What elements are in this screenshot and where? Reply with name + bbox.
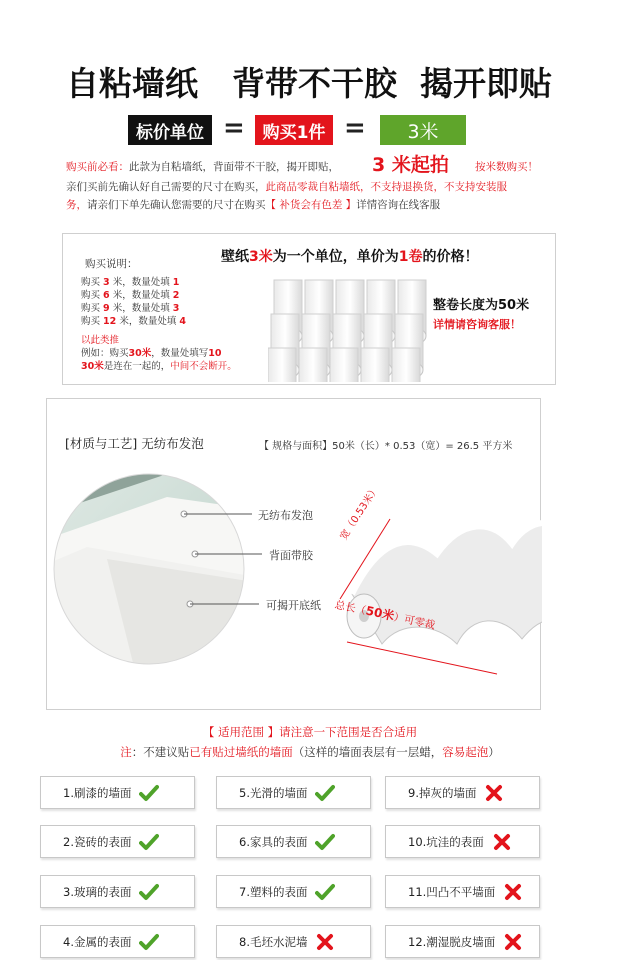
- material-layers-illustration: [47, 469, 542, 709]
- check-icon: [139, 932, 159, 952]
- material-box: [46, 398, 541, 710]
- surface-label: 9.掉灰的墙面: [408, 785, 477, 800]
- notice-no-return: 此商品零裁自粘墙纸，不支持退换货，不支持安装服: [265, 181, 507, 193]
- page-title: [0, 58, 620, 108]
- note-marker: 注: [120, 745, 132, 759]
- example-heading: 以此类推: [81, 335, 120, 346]
- buy-one-badge: 购买1件: [255, 115, 333, 145]
- surface-item: [385, 925, 540, 958]
- check-icon: [139, 882, 159, 902]
- purchase-instructions-box: [62, 233, 556, 385]
- surface-label: 8.毛坯水泥墙: [239, 934, 308, 949]
- purchase-heading: 购买说明：: [85, 258, 138, 270]
- scope-subtitle: 请注意一下范围是否合适用: [279, 725, 418, 739]
- cross-icon: [492, 832, 512, 852]
- wallpaper-roll-body: [299, 348, 327, 382]
- surface-label: 4.金属的表面: [63, 934, 132, 949]
- consult-service-text: 详情请咨询客服！: [433, 318, 521, 331]
- notice-line-3: [66, 196, 440, 214]
- surface-label: 3.玻璃的表面: [63, 884, 132, 899]
- notice-must-read: 购买前必看：: [66, 161, 129, 173]
- surface-label: 5.光滑的墙面: [239, 785, 308, 800]
- length-dimension-label: 总长（50米）可零裁: [333, 598, 437, 632]
- wallpaper-roll-body: [361, 348, 389, 382]
- cross-icon: [484, 783, 504, 803]
- surface-label: 10.坑洼的表面: [408, 834, 484, 849]
- surface-item: [40, 825, 195, 858]
- purchase-row: 购买 6 米，数量处填 2: [81, 290, 180, 301]
- notice-text: 请亲们下单先确认您需要的尺寸在购买: [87, 199, 266, 211]
- purchase-row: 购买 3 米，数量处填 1: [81, 277, 180, 288]
- check-icon: [139, 783, 159, 803]
- material-heading: [材质与工艺] 无纺布发泡: [65, 436, 204, 451]
- title-part-1: 自粘墙纸: [66, 64, 198, 103]
- scope-note: [0, 744, 620, 760]
- surface-label: 6.家具的表面: [239, 834, 308, 849]
- surface-label: 7.塑料的表面: [239, 884, 308, 899]
- surface-item: [216, 776, 371, 809]
- wallpaper-rolls-illustration: [268, 270, 436, 382]
- wallpaper-roll-body: [268, 348, 296, 382]
- notice-text: 此款为自粘墙纸，背面带不干胶，揭开即贴，: [129, 161, 339, 173]
- notice-text: 详情咨询在线客服: [356, 199, 441, 211]
- note-text: 已有贴过墙纸的墙面: [189, 745, 293, 759]
- note-text: ：不建议贴: [131, 745, 190, 759]
- unit-label-badge: 标价单位: [128, 115, 212, 145]
- layer-label-foam: 无纺布发泡: [258, 509, 313, 522]
- scope-title: 【 适用范围 】: [202, 725, 280, 739]
- notice-buy-by-meter: 按米数购买！: [475, 161, 538, 173]
- width-dimension-label: 宽（0.53米）: [338, 483, 382, 543]
- surface-item: [40, 776, 195, 809]
- check-icon: [139, 832, 159, 852]
- surface-label: 1.刷漆的墙面: [63, 785, 132, 800]
- wallpaper-roll-body: [392, 348, 420, 382]
- note-text: 容易起泡: [442, 745, 489, 759]
- example-line-1: 例如：购买30米，数量处填写10: [81, 348, 222, 359]
- check-icon: [315, 832, 335, 852]
- check-icon: [315, 783, 335, 803]
- example-line-2: 30米是连在一起的，中间不会断开。: [81, 361, 237, 372]
- surface-item: [40, 875, 195, 908]
- purchase-row: 购买 12 米，数量处填 4: [81, 316, 186, 327]
- surface-item: [216, 875, 371, 908]
- surface-label: 12.潮湿脱皮墙面: [408, 934, 496, 949]
- surface-item: [385, 776, 540, 809]
- title-part-3: 揭开即贴: [420, 64, 552, 103]
- roll-length-text: 整卷长度为50米: [433, 298, 530, 313]
- purchase-row: 购买 9 米，数量处填 3: [81, 303, 180, 314]
- spec-text: 【 规格与面积】50米（长）* 0.53（宽）= 26.5 平方米: [259, 441, 513, 452]
- surface-item: [385, 875, 540, 908]
- unit-price-banner: 壁纸3米为一个单位，单价为1卷的价格！: [221, 249, 479, 265]
- notice-text: 亲们买前先确认好自己需要的尺寸在购买，: [66, 181, 266, 193]
- notice-line-2: [66, 178, 507, 196]
- note-text: （这样的墙面表层有一层蜡，: [292, 745, 443, 759]
- surface-item: [40, 925, 195, 958]
- notice-text: 务，: [66, 199, 87, 211]
- three-meter-badge: 3米: [380, 115, 466, 145]
- surface-label: 11.凹凸不平墙面: [408, 884, 496, 899]
- scope-heading: [0, 724, 620, 740]
- cross-icon: [503, 932, 523, 952]
- surface-item: [216, 825, 371, 858]
- layer-label-adhesive: 背面带胶: [269, 549, 313, 562]
- surface-item: [216, 925, 371, 958]
- title-part-2: 背带不干胶: [232, 64, 397, 103]
- notice-color-diff: 【 补货会有色差 】: [265, 199, 357, 211]
- notice-min-order: 3 米起拍: [372, 154, 449, 176]
- check-icon: [315, 882, 335, 902]
- cross-icon: [315, 932, 335, 952]
- cross-icon: [503, 882, 523, 902]
- wallpaper-roll-body: [330, 348, 358, 382]
- equals-sign-1: =: [223, 113, 245, 143]
- layer-label-backing: 可揭开底纸: [266, 599, 321, 612]
- surface-label: 2.瓷砖的表面: [63, 834, 132, 849]
- equals-sign-2: =: [344, 113, 366, 143]
- note-text: ）: [488, 745, 500, 759]
- surface-item: [385, 825, 540, 858]
- notice-line-1: [66, 158, 339, 176]
